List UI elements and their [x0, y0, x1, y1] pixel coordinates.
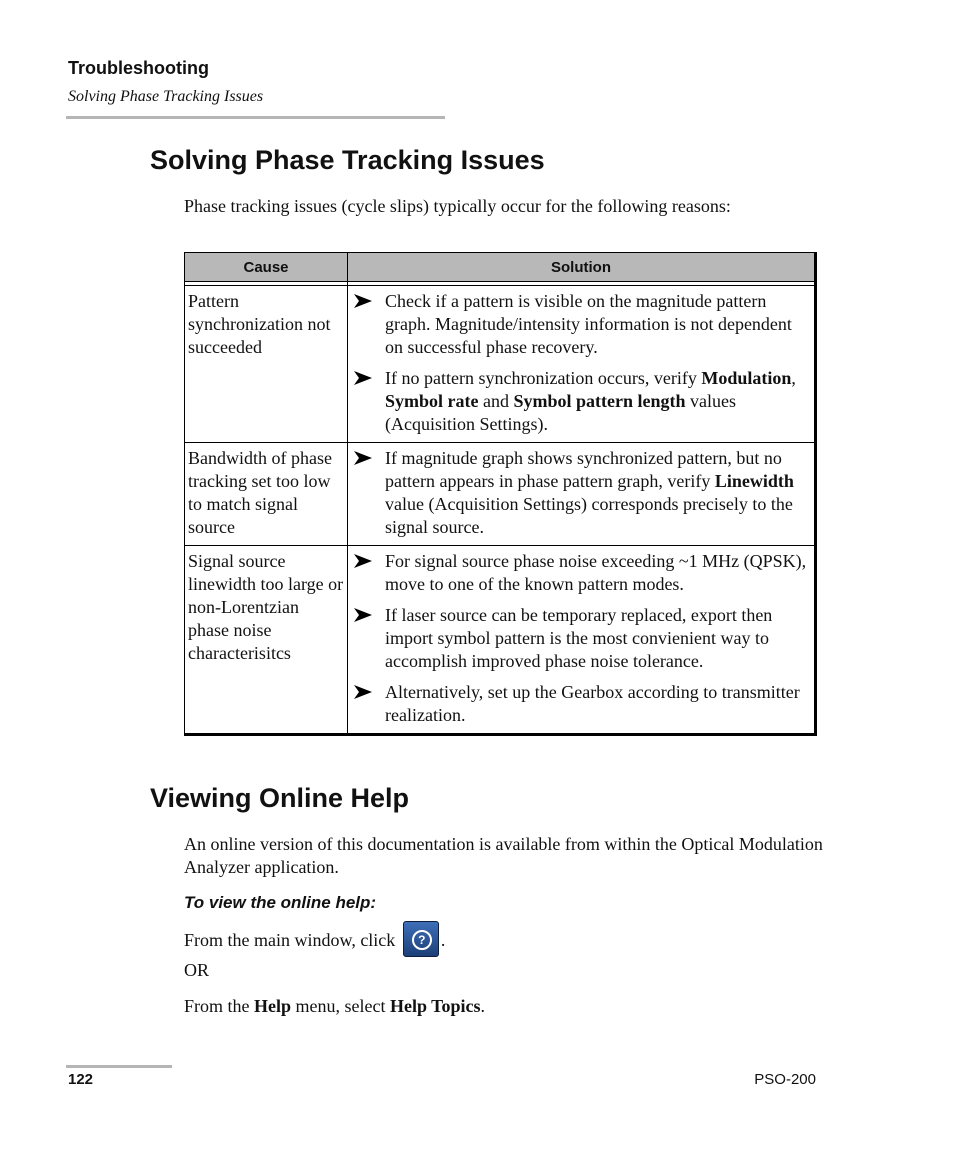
column-header-solution: Solution — [348, 253, 816, 282]
cause-cell: Pattern synchronization not succeeded — [185, 286, 348, 443]
cause-cell: Signal source linewidth too large or non-Lorentzian phase noise characterisitcs — [185, 546, 348, 735]
arrow-bullet-icon — [353, 607, 373, 623]
procedure-step-2: From the Help menu, select Help Topics. — [184, 996, 486, 1016]
help-question-icon[interactable]: ? — [403, 921, 439, 957]
solution-item: If no pattern synchronization occurs, verify Modulation, Symbol rate and Symbol pattern length values (Acquisition Settings). — [351, 367, 811, 436]
table-row — [185, 286, 816, 443]
table-row — [185, 443, 816, 546]
running-header-section: Troubleshooting — [68, 58, 209, 78]
solution-item: Alternatively, set up the Gearbox according to transmitter realization. — [351, 681, 811, 727]
solution-item: Check if a pattern is visible on the magnitude pattern graph. Magnitude/intensity information is not dependent on successful phase recovery. — [351, 290, 811, 359]
solution-cell — [348, 443, 816, 546]
procedure-or: OR — [184, 960, 210, 980]
phase-section-intro: Phase tracking issues (cycle slips) typically occur for the following reasons: — [184, 196, 731, 216]
arrow-bullet-icon — [353, 450, 373, 466]
table-row — [185, 546, 816, 735]
solution-item: If magnitude graph shows synchronized pattern, but no pattern appears in phase pattern graph, verify Linewidth value (Acquisition Settings) corresponds precisely to the signal source. — [351, 447, 811, 539]
setting-name-symbol-rate: Symbol rate — [385, 391, 479, 411]
footer-rule — [66, 1065, 172, 1068]
solution-item: If laser source can be temporary replaced, export then import symbol pattern is the most convienient way to accomplish improved phase noise tolerance. — [351, 604, 811, 673]
page-number: 122 — [68, 1071, 94, 1088]
cause-solution-table — [184, 252, 820, 736]
procedure-title: To view the online help: — [184, 893, 377, 912]
menu-name-help: Help — [254, 996, 292, 1016]
setting-name-symbol-pattern-length: Symbol pattern length — [513, 391, 686, 411]
arrow-bullet-icon — [353, 553, 373, 569]
solution-cell — [348, 286, 816, 443]
help-section-title: Viewing Online Help — [150, 783, 410, 813]
solution-cell — [348, 546, 816, 735]
menu-item-help-topics: Help Topics — [389, 996, 481, 1016]
setting-name-modulation: Modulation — [701, 368, 792, 388]
arrow-bullet-icon — [353, 684, 373, 700]
cause-cell: Bandwidth of phase tracking set too low to match signal source — [185, 443, 348, 546]
arrow-bullet-icon — [353, 370, 373, 386]
setting-name-linewidth: Linewidth — [714, 471, 794, 491]
running-header-subsection: Solving Phase Tracking Issues — [68, 88, 264, 105]
arrow-bullet-icon — [353, 293, 373, 309]
solution-item: For signal source phase noise exceeding ~1 MHz (QPSK), move to one of the known pattern modes. — [351, 550, 811, 596]
header-rule — [66, 116, 445, 119]
help-section-intro: An online version of this documentation is available from within the Optical Modulation Analyzer application. — [184, 834, 823, 877]
product-name: PSO-200 — [754, 1071, 816, 1088]
column-header-cause: Cause — [185, 253, 348, 282]
procedure-step-1: From the main window, click ? . — [184, 924, 824, 960]
phase-section-title: Solving Phase Tracking Issues — [150, 145, 545, 175]
